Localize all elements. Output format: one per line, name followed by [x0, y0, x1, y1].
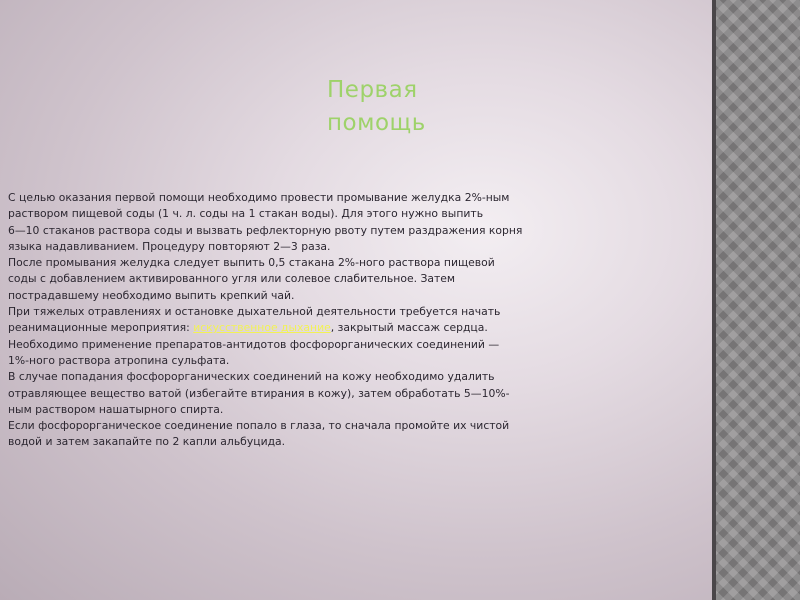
title-line-2: помощь [327, 110, 426, 136]
body-line-prefix: реанимационные мероприятия: [8, 321, 194, 335]
body-line: С целью оказания первой помощи необходимо провести промывание желудка 2%-ным [8, 191, 510, 204]
decorative-side-panel [716, 0, 800, 600]
body-line: В случае попадания фосфорорганических соединений на кожу необходимо удалить [8, 370, 495, 384]
artificial-respiration-link[interactable]: искусственное дыхание [193, 321, 331, 335]
slide-body-text [8, 190, 556, 451]
body-line: соды с добавлением активированного угля или солевое слабительное. Затем [8, 272, 456, 286]
body-line-with-link [8, 320, 556, 336]
body-line: отравляющее вещество ватой (избегайте втирания в кожу), затем обработать 5—10%- [8, 386, 510, 400]
title-line-1: Первая [327, 77, 418, 103]
body-line: При тяжелых отравлениях и остановке дыхательной деятельности требуется начать [8, 305, 501, 319]
slide-title [327, 74, 426, 140]
body-line-suffix: , закрытый массаж сердца. [330, 321, 488, 335]
body-line: раствором пищевой соды (1 ч. л. соды на 1 стакан воды). Для этого нужно выпить [8, 207, 484, 221]
body-line: После промывания желудка следует выпить 0,5 стакана 2%-ного раствора пищевой [8, 256, 495, 270]
body-line: 6—10 стаканов раствора соды и вызвать рефлекторную рвоту путем раздражения корня [8, 223, 523, 237]
body-line: водой и затем закапайте по 2 капли альбуцида. [8, 435, 286, 449]
body-line: Если фосфорорганическое соединение попало в глаза, то сначала промойте их чистой [8, 419, 510, 433]
body-line: языка надавливанием. Процедуру повторяют 2—3 раза. [8, 239, 331, 253]
body-line: пострадавшему необходимо выпить крепкий чай. [8, 288, 295, 302]
body-line: 1%-ного раствора атропина сульфата. [8, 353, 230, 367]
body-line: Необходимо применение препаратов-антидотов фосфорорганических соединений — [8, 337, 500, 351]
body-line: ным раствором нашатырного спирта. [8, 402, 224, 416]
